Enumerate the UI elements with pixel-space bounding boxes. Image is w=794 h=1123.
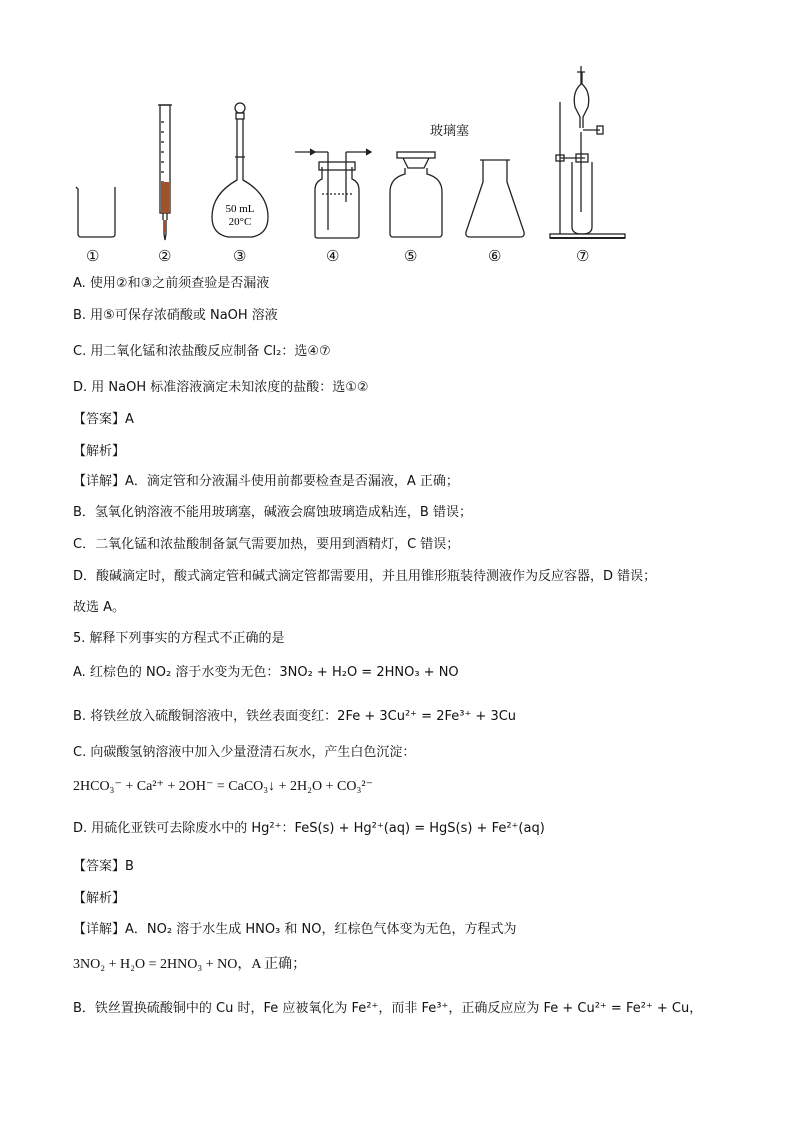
q4-conclusion: 故选 A。	[73, 600, 126, 615]
q5-option-b: B. 将铁丝放入硫酸铜溶液中，铁丝表面变红：2Fe + 3Cu²⁺ = 2Fe³⁺ + 3Cu	[73, 709, 517, 724]
conical-flask-icon	[466, 160, 524, 237]
q5-option-d: D. 用硫化亚铁可去除废水中的 Hg²⁺：FeS(s) + Hg²⁺(aq) = HgS(s) + Fe²⁺(aq)	[73, 821, 545, 836]
volumetric-flask-icon	[235, 103, 245, 113]
q5-answer: 【答案】B	[73, 859, 134, 874]
apparatus-label-3: ③	[233, 249, 247, 265]
q5-analysis-heading: 【解析】	[73, 891, 126, 906]
apparatus-label-5: ⑤	[404, 249, 418, 265]
q4-detail-b: B．氢氧化钠溶液不能用玻璃塞，碱液会腐蚀玻璃造成粘连，B 错误；	[73, 505, 472, 520]
q5-detail-a: 【详解】A．NO₂ 溶于水生成 HNO₃ 和 NO，红棕色气体变为无色，方程式为	[73, 922, 517, 937]
q4-option-b: B. 用⑤可保存浓硝酸或 NaOH 溶液	[73, 308, 278, 323]
q4-answer: 【答案】A	[73, 412, 134, 427]
reagent-bottle-icon	[397, 152, 435, 158]
q4-option-d: D. 用 NaOH 标准溶液滴定未知浓度的盐酸：选①②	[73, 380, 369, 395]
flask-temperature-text: 20°C	[228, 216, 252, 228]
flask-volume-text: 50 mL	[225, 203, 255, 215]
beaker-icon	[76, 187, 115, 237]
q4-option-c: C. 用二氧化锰和浓盐酸反应制备 Cl₂：选④⑦	[73, 344, 331, 359]
apparatus-label-7: ⑦	[576, 249, 590, 265]
q5-option-a: A. 红棕色的 NO₂ 溶于水变为无色：3NO₂ + H₂O = 2HNO₃ + NO	[73, 665, 459, 680]
apparatus-drawing	[60, 62, 740, 262]
q4-detail-a: 【详解】A．滴定管和分液漏斗使用前都要检查是否漏液，A 正确；	[73, 474, 459, 489]
q5-option-c-equation: 2HCO₃⁻ + Ca²⁺ + 2OH⁻ = CaCO₃↓ + 2H₂O + CO₃²⁻	[73, 779, 373, 794]
q4-option-a: A. 使用②和③之前须查验是否漏液	[73, 276, 270, 291]
q4-detail-d: D．酸碱滴定时，酸式滴定管和碱式滴定管都需要用，并且用锥形瓶装待测液作为反应容器，D 错误；	[73, 569, 657, 584]
apparatus-label-4: ④	[326, 249, 340, 265]
apparatus-label-1: ①	[86, 249, 100, 265]
stopper-label: 玻璃塞	[430, 124, 470, 139]
q5-detail-b: B．铁丝置换硫酸铜中的 Cu 时，Fe 应被氧化为 Fe²⁺，而非 Fe³⁺，正确反应应为 Fe + Cu²⁺ = Fe²⁺ + Cu，	[73, 1001, 703, 1016]
q4-analysis-heading: 【解析】	[73, 444, 126, 459]
q5-stem: 5. 解释下列事实的方程式不正确的是	[73, 631, 285, 646]
q5-option-c: C. 向碳酸氢钠溶液中加入少量澄清石灰水，产生白色沉淀：	[73, 745, 416, 760]
q5-detail-a-equation: 3NO₂ + H₂O = 2HNO₃ + NO，A 正确；	[73, 957, 307, 972]
apparatus-figure	[60, 62, 740, 265]
gas-washing-bottle-icon	[315, 167, 359, 238]
apparatus-label-2: ②	[158, 249, 172, 265]
q4-detail-c: C．二氧化锰和浓盐酸制备氯气需要加热，要用到酒精灯，C 错误；	[73, 537, 460, 552]
apparatus-label-6: ⑥	[488, 249, 502, 265]
